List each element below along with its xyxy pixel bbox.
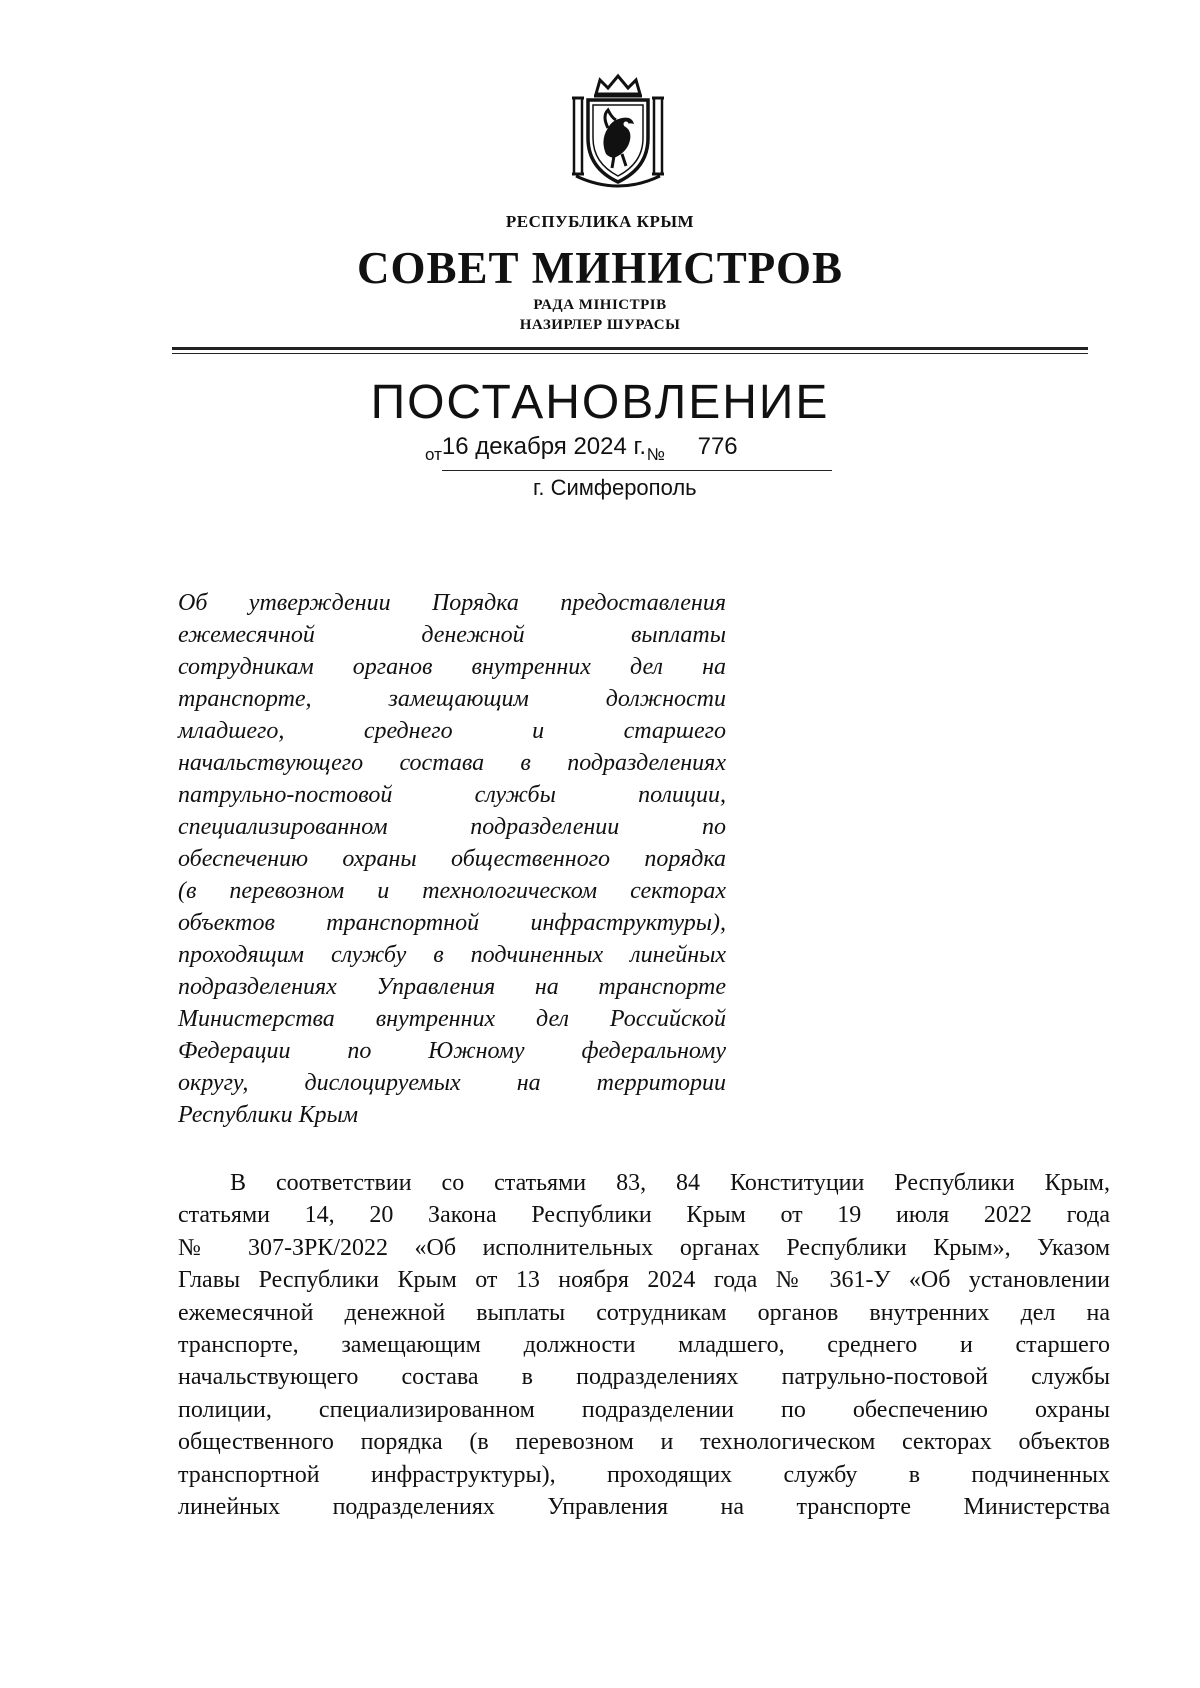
body-line: общественного порядка (в перевозном и технологическом секторах объектов bbox=[178, 1429, 1110, 1456]
body-line: Главы Республики Крым от 13 ноября 2024 года № 361-У «Об установлении bbox=[178, 1267, 1110, 1294]
body-line: № 307-ЗРК/2022 «Об исполнительных органах Республики Крым», Указом bbox=[178, 1234, 1110, 1261]
republic-name: РЕСПУБЛИКА КРЫМ bbox=[505, 212, 695, 231]
header-divider-thin bbox=[172, 353, 1088, 354]
title-line: младшего, среднего и старшего bbox=[178, 718, 726, 744]
title-line: ежемесячной денежной выплаты bbox=[178, 622, 726, 648]
date-prefix: от bbox=[425, 445, 442, 464]
title-line: Министерства внутренних дел Российской bbox=[178, 1006, 726, 1032]
document-type-title: ПОСТАНОВЛЕНИЕ bbox=[370, 376, 830, 429]
header-divider-thick bbox=[172, 347, 1088, 350]
council-name-ukrainian: РАДА МІНІСТРІВ bbox=[533, 297, 667, 313]
resolution-body bbox=[178, 1167, 1110, 1523]
body-line: статьями 14, 20 Закона Республики Крым от 19 июля 2022 года bbox=[178, 1202, 1110, 1229]
document-number: 776 bbox=[697, 433, 738, 460]
title-line: обеспечению охраны общественного порядка bbox=[178, 846, 726, 872]
body-line: транспорте, замещающим должности младшего, среднего и старшего bbox=[178, 1332, 1110, 1359]
body-line: начальствующего состава в подразделениях патрульно-постовой службы bbox=[178, 1364, 1110, 1391]
document-date: 16 декабря 2024 г. bbox=[441, 433, 647, 460]
title-line: объектов транспортной инфраструктуры), bbox=[178, 910, 726, 936]
number-label: № bbox=[646, 445, 665, 464]
title-line: патрульно-постовой службы полиции, bbox=[178, 782, 726, 808]
title-line: (в перевозном и технологическом секторах bbox=[178, 878, 726, 904]
body-line: транспортной инфраструктуры), проходящих службу в подчиненных bbox=[178, 1461, 1110, 1488]
council-name: СОВЕТ МИНИСТРОВ bbox=[356, 243, 844, 293]
title-line: проходящим службу в подчиненных линейных bbox=[178, 942, 726, 968]
resolution-title bbox=[178, 587, 726, 1131]
coat-of-arms-emblem bbox=[567, 72, 669, 192]
title-line: Об утверждении Порядка предоставления bbox=[178, 590, 726, 616]
title-line: Федерации по Южному федеральному bbox=[178, 1038, 726, 1064]
date-underline bbox=[442, 470, 832, 471]
title-line: транспорте, замещающим должности bbox=[178, 686, 726, 712]
title-line: округу, дислоцируемых на территории bbox=[178, 1070, 726, 1096]
griffin-emblem-icon bbox=[567, 72, 669, 192]
title-line: начальствующего состава в подразделениях bbox=[178, 750, 726, 776]
body-line: линейных подразделениях Управления на транспорте Министерства bbox=[178, 1494, 1110, 1521]
council-name-crimean-tatar: НАЗИРЛЕР ШУРАСЫ bbox=[519, 317, 681, 333]
body-line: полиции, специализированном подразделении по обеспечению охраны bbox=[178, 1396, 1110, 1423]
title-line: специализированном подразделении по bbox=[178, 814, 726, 840]
body-line: ежемесячной денежной выплаты сотрудникам органов внутренних дел на bbox=[178, 1299, 1110, 1326]
body-line: В соответствии со статьями 83, 84 Конституции Республики Крым, bbox=[230, 1170, 1110, 1196]
title-line: Республики Крым bbox=[178, 1102, 359, 1128]
date-number-line bbox=[425, 433, 738, 465]
title-line: сотрудникам органов внутренних дел на bbox=[178, 654, 726, 680]
document-city: г. Симферополь bbox=[533, 475, 697, 500]
title-line: подразделениях Управления на транспорте bbox=[178, 974, 726, 1000]
